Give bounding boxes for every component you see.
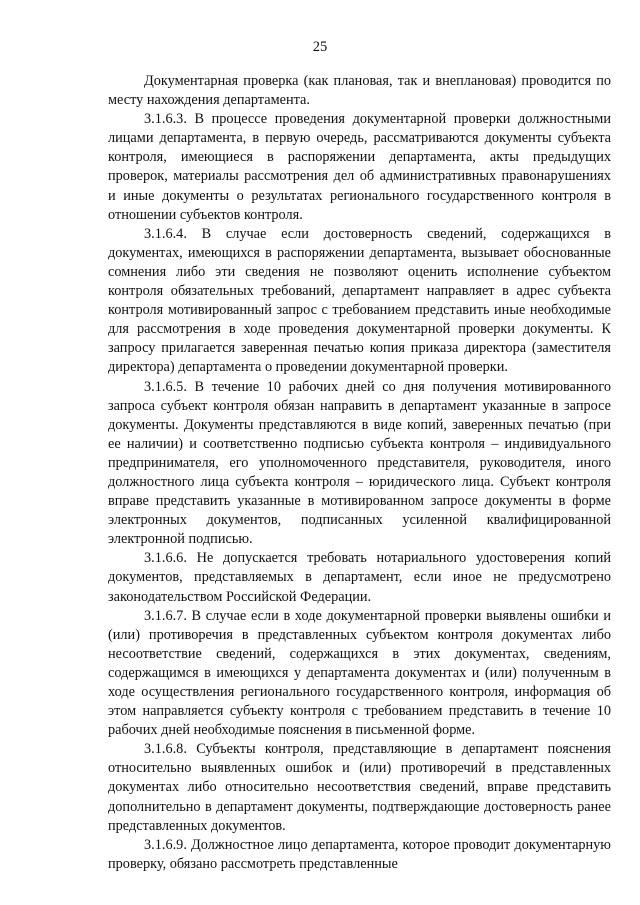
paragraph-3-1-6-5: 3.1.6.5. В течение 10 рабочих дней со дня получения мотивированного запроса субъект контроля обязан направить в департамент указанные в запросе документы. Документы представляются в виде копий, заверенных печатью (при ее наличии) и соответственно подписью субъекта контроля – индивидуального предпринимателя, его уполномоченного представителя, руководителя, иного должностного лица субъекта контроля – юридического лица. Субъект контроля вправе представить указанные в мотивированном запросе документы в форме электронных документов, подписанных усиленной квалифицированной электронной подписью. <box>108 378 611 548</box>
paragraph-3-1-6-3: 3.1.6.3. В процессе проведения документарной проверки должностными лицами департамента, в первую очередь, рассматриваются документы субъекта контроля, имеющиеся в распоряжении департамента, акты предыдущих проверок, материалы рассмотрения дел об административных правонарушениях и иные документы о результатах регионального государственного контроля в отношении субъектов контроля. <box>108 111 611 223</box>
paragraph-3-1-6-9: 3.1.6.9. Должностное лицо департамента, которое проводит документарную проверку, обязано рассмотреть представленные <box>108 836 611 872</box>
paragraph-3-1-6-4: 3.1.6.4. В случае если достоверность сведений, содержащихся в документах, имеющихся в распоряжении департамента, вызывает обоснованные сомнения либо эти сведения не позволяют оценить исполнение субъектом контроля обязательных требований, департамент направляет в адрес субъекта контроля мотивированный запрос с требованием представить иные необходимые для рассмотрения в ходе проведения документарной проверки документы. К запросу прилагается заверенная печатью копия приказа директора (заместителя директора) департамента о проведении документарной проверки. <box>108 225 611 376</box>
paragraph-3-1-6-6: 3.1.6.6. Не допускается требовать нотариального удостоверения копий документов, представляемых в департамент, если иное не предусмотрено законодательством Российской Федерации. <box>108 550 611 605</box>
paragraph-3-1-6-7: 3.1.6.7. В случае если в ходе документарной проверки выявлены ошибки и (или) противоречия в представленных субъектом контроля документах либо несоответствие сведений, содержащихся в этих документах, сведениям, содержащимся в имеющихся у департамента документах и (или) полученным в ходе осуществления регионального государственного контроля, информация об этом направляется субъекту контроля с требованием представить в течение 10 рабочих дней необходимые пояснения в письменной форме. <box>108 607 611 739</box>
paragraph-3-1-6-8: 3.1.6.8. Субъекты контроля, представляющие в департамент пояснения относительно выявленных ошибок и (или) противоречий в представленных документах либо относительно несоответствия сведений, вправе представить дополнительно в департамент документы, подтверждающие достоверность ранее представленных документов. <box>108 741 611 834</box>
page-number: 25 <box>312 39 328 55</box>
paragraph-location: Документарная проверка (как плановая, так и внеплановая) проводится по месту нахождения департамента. <box>108 73 611 109</box>
document-body <box>108 72 611 874</box>
